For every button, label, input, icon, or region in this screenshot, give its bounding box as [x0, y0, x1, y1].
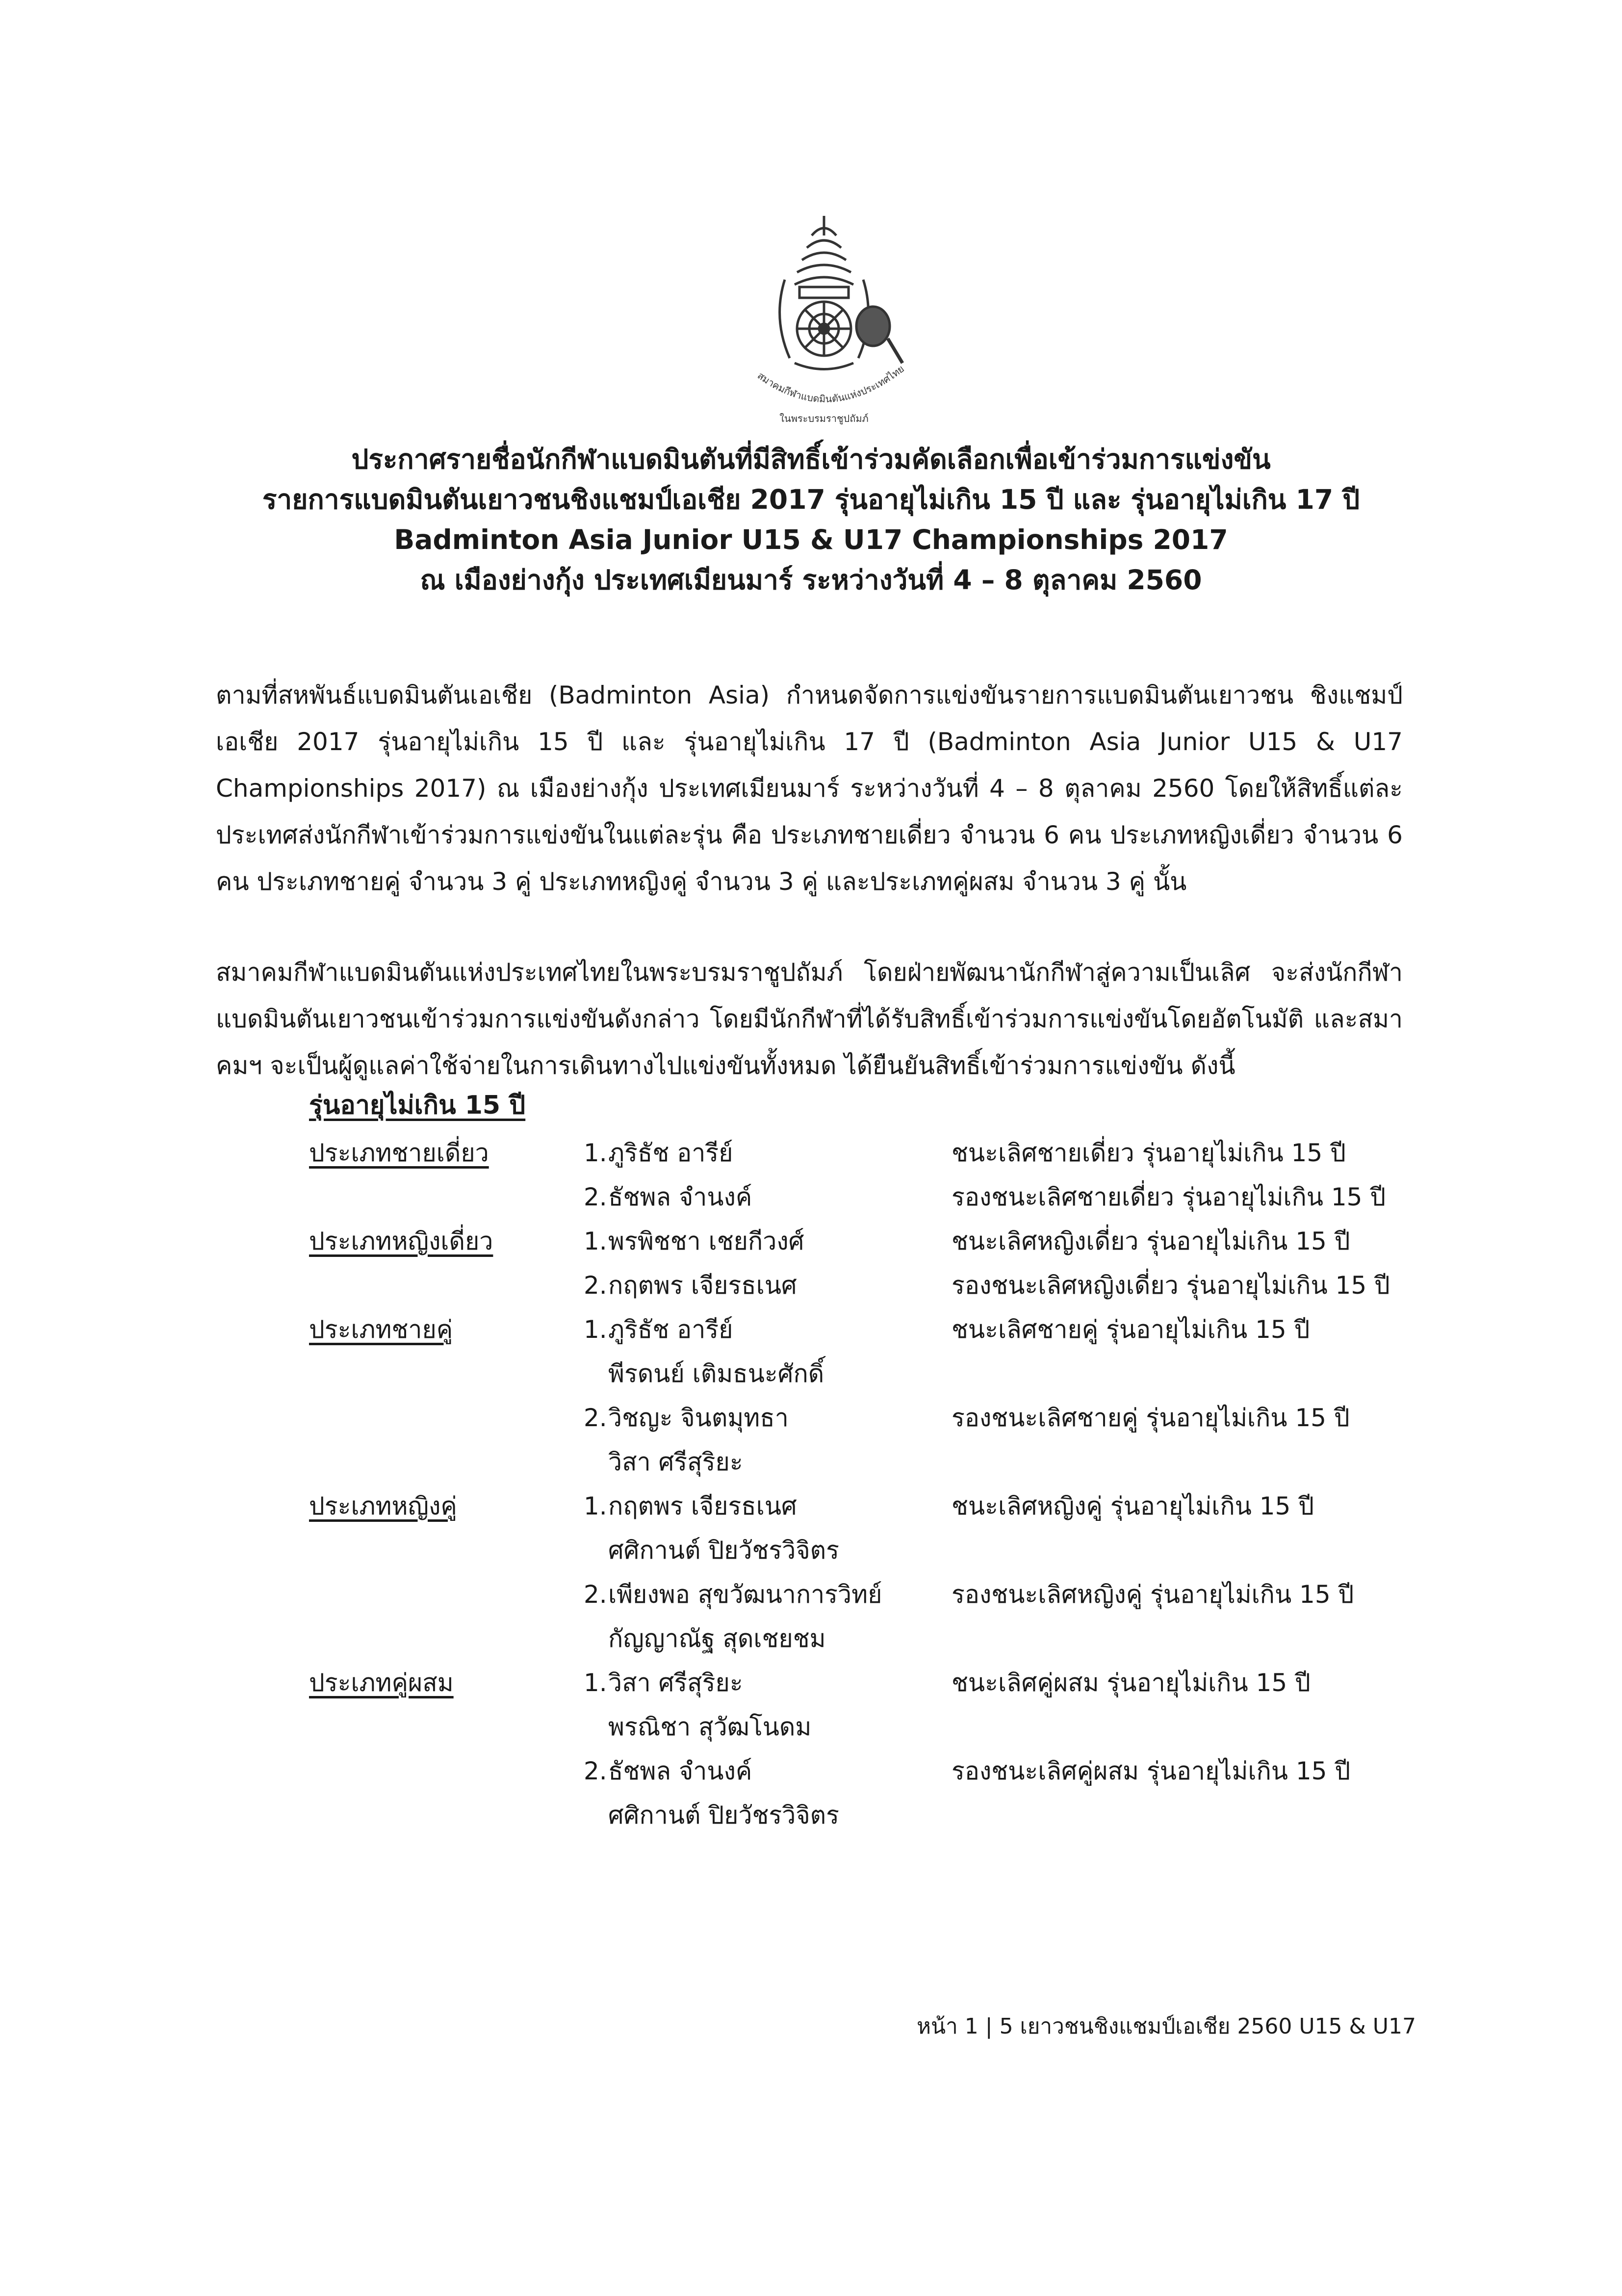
qualification-result: รองชนะเลิศหญิงคู่ รุ่นอายุไม่เกิน 15 ปี — [952, 1580, 1354, 1609]
qualification-result: ชนะเลิศชายเดี่ยว รุ่นอายุไม่เกิน 15 ปี — [952, 1139, 1346, 1167]
roster-row — [309, 1661, 1437, 1705]
entry-number: 1. — [584, 1315, 607, 1344]
roster-row — [309, 1175, 1437, 1219]
entry-number: 2. — [584, 1183, 607, 1211]
roster-row — [309, 1396, 1437, 1440]
body-paragraph-1: ตามที่สหพันธ์แบดมินตันเอเชีย (Badminton Asia) กำหนดจัดการแข่งขันรายการแบดมินตันเยาวชน ชิงแชมป์เอเชีย 2017 รุ่นอายุไม่เกิน 15 ปี และ รุ่นอายุไม่เกิน 17 ปี (Badminton Asia Junior U15 & U17 Championships 2017) ณ เมืองย่างกุ้ง ประเทศเมียนมาร์ ระหว่างวันที่ 4 – 8 ตุลาคม 2560 โดยให้สิทธิ์แต่ละประเทศส่งนักกีฬาเข้าร่วมการแข่งขันในแต่ละรุ่น คือ ประเภทชายเดี่ยว จำนวน 6 คน ประเภทหญิงเดี่ยว จำนวน 6 คน ประเภทชายคู่ จำนวน 3 คู่ ประเภทหญิงคู่ จำนวน 3 คู่ และประเภทคู่ผสม จำนวน 3 คู่ นั้น — [216, 681, 1403, 896]
player-name: ศศิกานต์ ปิยวัชรวิจิตร — [608, 1536, 839, 1565]
player-name: วิสา ศรีสุริยะ — [608, 1669, 743, 1697]
entry-number: 1. — [584, 1139, 607, 1167]
player-name: เพียงพอ สุขวัฒนาการวิทย์ — [608, 1580, 882, 1609]
player-name: พรณิชา สุวัฒโนดม — [608, 1713, 812, 1741]
qualification-result: รองชนะเลิศคู่ผสม รุ่นอายุไม่เกิน 15 ปี — [952, 1757, 1351, 1785]
entry-number: 2. — [584, 1757, 607, 1785]
roster-row — [309, 1352, 1437, 1396]
player-name: ธัชพล จำนงค์ — [608, 1757, 752, 1785]
qualification-result: รองชนะเลิศชายเดี่ยว รุ่นอายุไม่เกิน 15 ปี — [952, 1183, 1386, 1211]
roster-row — [309, 1793, 1437, 1837]
player-name: กฤตพร เจียรธเนศ — [608, 1271, 797, 1300]
qualification-result: ชนะเลิศชายคู่ รุ่นอายุไม่เกิน 15 ปี — [952, 1315, 1310, 1344]
qualification-result: รองชนะเลิศชายคู่ รุ่นอายุไม่เกิน 15 ปี — [952, 1404, 1350, 1432]
qualification-result: ชนะเลิศคู่ผสม รุ่นอายุไม่เกิน 15 ปี — [952, 1669, 1311, 1697]
body-paragraph-2: สมาคมกีฬาแบดมินตันแห่งประเทศไทยในพระบรมราชูปถัมภ์ โดยฝ่ายพัฒนานักกีฬาสู่ความเป็นเลิศ จะส่งนักกีฬาแบดมินตันเยาวชนเข้าร่วมการแข่งขันดังกล่าว โดยมีนักกีฬาที่ได้รับสิทธิ์เข้าร่วมการแข่งขันโดยอัตโนมัติ และสมาคมฯ จะเป็นผู้ดูแลค่าใช้จ่ายในการเดินทางไปแข่งขันทั้งหมด ได้ยืนยันสิทธิ์เข้าร่วมการแข่งขัน ดังนี้ — [216, 958, 1403, 1080]
category-label: ประเภทหญิงคู่ — [309, 1492, 457, 1520]
entry-number: 1. — [584, 1492, 607, 1520]
entry-number: 2. — [584, 1580, 607, 1609]
entry-number: 2. — [584, 1271, 607, 1300]
player-name: กัญญาณัฐ สุดเชยชม — [608, 1624, 826, 1653]
section-heading: รุ่นอายุไม่เกิน 15 ปี — [309, 1091, 526, 1120]
player-name: กฤตพร เจียรธเนศ — [608, 1492, 797, 1520]
roster-row — [309, 1528, 1437, 1572]
svg-text:ในพระบรมราชูปถัมภ์: ในพระบรมราชูปถัมภ์ — [779, 413, 869, 424]
player-name: พีรดนย์ เติมธนะศักดิ์ — [608, 1359, 824, 1388]
roster-row — [309, 1131, 1437, 1175]
qualification-result: รองชนะเลิศหญิงเดี่ยว รุ่นอายุไม่เกิน 15 ปี — [952, 1271, 1390, 1300]
qualification-result: ชนะเลิศหญิงคู่ รุ่นอายุไม่เกิน 15 ปี — [952, 1492, 1314, 1520]
document-title — [196, 439, 1426, 600]
roster-row — [309, 1484, 1437, 1528]
roster-row — [309, 1440, 1437, 1484]
category-label: ประเภทชายคู่ — [309, 1315, 453, 1344]
roster-table — [309, 1131, 1437, 1837]
roster-row — [309, 1749, 1437, 1793]
player-name: วิสา ศรีสุริยะ — [608, 1448, 743, 1476]
title-line: Badminton Asia Junior U15 & U17 Championships 2017 — [394, 524, 1228, 555]
roster-row — [309, 1705, 1437, 1749]
category-label: ประเภทคู่ผสม — [309, 1669, 454, 1697]
qualification-result: ชนะเลิศหญิงเดี่ยว รุ่นอายุไม่เกิน 15 ปี — [952, 1227, 1350, 1255]
player-name: ธัชพล จำนงค์ — [608, 1183, 752, 1211]
player-name: ภูริธัช อารีย์ — [608, 1315, 733, 1344]
roster-row — [309, 1617, 1437, 1661]
player-name: ศศิกานต์ ปิยวัชรวิจิตร — [608, 1801, 839, 1829]
category-label: ประเภทชายเดี่ยว — [309, 1139, 489, 1167]
entry-number: 2. — [584, 1404, 607, 1432]
roster-row — [309, 1572, 1437, 1617]
player-name: ภูริธัช อารีย์ — [608, 1139, 733, 1167]
association-seal-icon — [726, 206, 922, 432]
title-line: ประกาศรายชื่อนักกีฬาแบดมินตันที่มีสิทธิ์เข้าร่วมคัดเลือกเพื่อเข้าร่วมการแข่งขัน — [351, 444, 1271, 475]
svg-text:สมาคมกีฬาแบดมินตันแห่งประเทศไท: สมาคมกีฬาแบดมินตันแห่งประเทศไทย — [755, 363, 906, 405]
page-footer: หน้า 1 | 5 เยาวชนชิงแชมป์เอเชีย 2560 U15 & U17 — [917, 2014, 1416, 2039]
title-line: ณ เมืองย่างกุ้ง ประเทศเมียนมาร์ ระหว่างวันที่ 4 – 8 ตุลาคม 2560 — [420, 564, 1202, 596]
title-line: รายการแบดมินตันเยาวชนชิงแชมป์เอเชีย 2017 รุ่นอายุไม่เกิน 15 ปี และ รุ่นอายุไม่เกิน 17 ปี — [262, 484, 1360, 515]
player-name: พรพิชชา เชยกีวงศ์ — [608, 1227, 804, 1255]
roster-row — [309, 1219, 1437, 1263]
player-name: วิชญะ จินตมุทธา — [608, 1404, 789, 1432]
roster-row — [309, 1263, 1437, 1307]
entry-number: 1. — [584, 1669, 607, 1697]
category-label: ประเภทหญิงเดี่ยว — [309, 1227, 493, 1255]
entry-number: 1. — [584, 1227, 607, 1255]
roster-row — [309, 1307, 1437, 1352]
